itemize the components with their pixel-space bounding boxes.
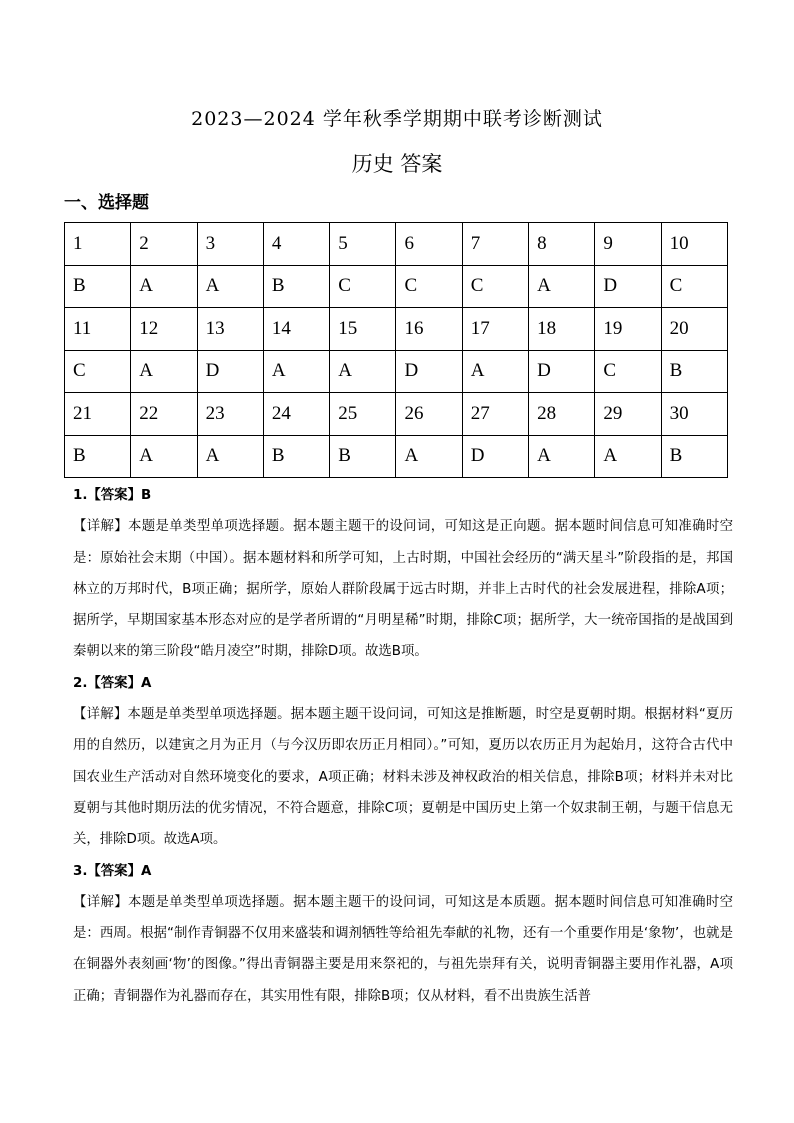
document-title: 2023—2024 学年秋季学期期中联考诊断测试	[191, 108, 603, 130]
answer-cell: A	[131, 265, 197, 308]
answer-cell: A	[131, 350, 197, 393]
question-number-cell: 21	[65, 393, 131, 436]
answer-cell: B	[661, 435, 727, 478]
answer-cell: A	[529, 265, 595, 308]
question-number-cell: 22	[131, 393, 197, 436]
question-number-cell: 23	[197, 393, 263, 436]
answer-cell: C	[396, 265, 462, 308]
question-number-cell: 3	[197, 223, 263, 266]
question-number-cell: 5	[330, 223, 396, 266]
question-number-cell: 8	[529, 223, 595, 266]
answer-cell: A	[396, 435, 462, 478]
answer-cell: A	[197, 265, 263, 308]
question-number-cell: 14	[263, 308, 329, 351]
question-number-cell: 24	[263, 393, 329, 436]
question-number-cell: 30	[661, 393, 727, 436]
explanations	[73, 480, 733, 1012]
question-number-cell: 2	[131, 223, 197, 266]
question-number-cell: 15	[330, 308, 396, 351]
question-2-detail: 【详解】本题是单类型单项选择题。据本题主题干设问词，可知这是推断题，时空是夏朝时期。根据材料“夏历用的自然历，以建寅之月为正月（与今汉历即农历正月相同）。”可知，夏历以农历正月为起始月，这符合古代中国农业生产活动对自然环境变化的要求，A项正确；材料未涉及神权政治的相关信息，排除B项；材料并未对比夏朝与其他时期历法的优劣情况，不符合题意，排除C项；夏朝是中国历史上第一个奴隶制王朝，与题干信息无关，排除D项。故选A项。	[73, 707, 733, 848]
answer-cell: B	[330, 435, 396, 478]
question-number-cell: 4	[263, 223, 329, 266]
answer-row	[65, 265, 728, 308]
answer-cell: D	[197, 350, 263, 393]
answer-cell: C	[65, 350, 131, 393]
question-number-cell: 13	[197, 308, 263, 351]
question-number-cell: 7	[462, 223, 528, 266]
question-number-cell: 12	[131, 308, 197, 351]
answer-cell: C	[462, 265, 528, 308]
answer-cell: D	[396, 350, 462, 393]
question-number-row	[65, 308, 728, 351]
answer-cell: A	[263, 350, 329, 393]
question-number-cell: 25	[330, 393, 396, 436]
question-number-cell: 16	[396, 308, 462, 351]
question-number-cell: 27	[462, 393, 528, 436]
answer-cell: C	[661, 265, 727, 308]
answer-cell: D	[462, 435, 528, 478]
question-number-cell: 20	[661, 308, 727, 351]
answer-cell: A	[529, 435, 595, 478]
question-3-answer: 3.【答案】A	[73, 863, 152, 879]
question-number-row	[65, 393, 728, 436]
answer-cell: C	[330, 265, 396, 308]
answer-cell: A	[131, 435, 197, 478]
answer-cell: B	[65, 435, 131, 478]
document-subtitle: 历史 答案	[351, 152, 443, 176]
answer-cell: D	[529, 350, 595, 393]
answer-cell: A	[197, 435, 263, 478]
question-number-cell: 26	[396, 393, 462, 436]
answer-cell: D	[595, 265, 661, 308]
question-number-cell: 18	[529, 308, 595, 351]
answer-row	[65, 350, 728, 393]
question-number-row	[65, 223, 728, 266]
question-1-answer: 1.【答案】B	[73, 488, 152, 503]
answer-cell: A	[595, 435, 661, 478]
answer-row	[65, 435, 728, 478]
answer-cell: B	[65, 265, 131, 308]
question-1-detail: 【详解】本题是单类型单项选择题。据本题主题干的设问词，可知这是正向题。据本题时间信息可知准确时空是：原始社会末期（中国）。据本题材料和所学可知，上古时期，中国社会经历的“满天星斗”阶段指的是，邦国林立的万邦时代，B项正确；据所学，原始人群阶段属于远古时期，并非上古时代的社会发展进程，排除A项；据所学，早期国家基本形态对应的是学者所谓的“月明星稀”时期，排除C项；据所学，大一统帝国指的是战国到秦朝以来的第三阶段“皓月凌空”时期，排除D项。故选B项。	[73, 519, 733, 660]
question-number-cell: 10	[661, 223, 727, 266]
answer-cell: B	[661, 350, 727, 393]
question-number-cell: 17	[462, 308, 528, 351]
question-number-cell: 29	[595, 393, 661, 436]
question-number-cell: 28	[529, 393, 595, 436]
question-number-cell: 11	[65, 308, 131, 351]
answer-cell: B	[263, 265, 329, 308]
question-number-cell: 19	[595, 308, 661, 351]
question-number-cell: 6	[396, 223, 462, 266]
question-3-detail: 【详解】本题是单类型单项选择题。据本题主题干的设问词，可知这是本质题。据本题时间信息可知准确时空是：西周。根据“制作青铜器不仅用来盛装和调剂牺牲等给祖先奉献的礼物，还有一个重要作用是‘象物’，也就是在铜器外表刻画‘物’的图像。”得出青铜器主要是用来祭祀的，与祖先崇拜有关，说明青铜器主要用作礼器，A项正确；青铜器作为礼器而存在，其实用性有限，排除B项；仅从材料，看不出贵族生活普	[73, 894, 733, 1004]
answer-cell: B	[263, 435, 329, 478]
answer-table	[64, 222, 728, 478]
question-number-cell: 9	[595, 223, 661, 266]
question-number-cell: 1	[65, 223, 131, 266]
section-heading: 一、选择题	[64, 193, 149, 213]
question-2-answer: 2.【答案】A	[73, 675, 152, 691]
answer-cell: A	[462, 350, 528, 393]
answer-cell: C	[595, 350, 661, 393]
answer-cell: A	[330, 350, 396, 393]
